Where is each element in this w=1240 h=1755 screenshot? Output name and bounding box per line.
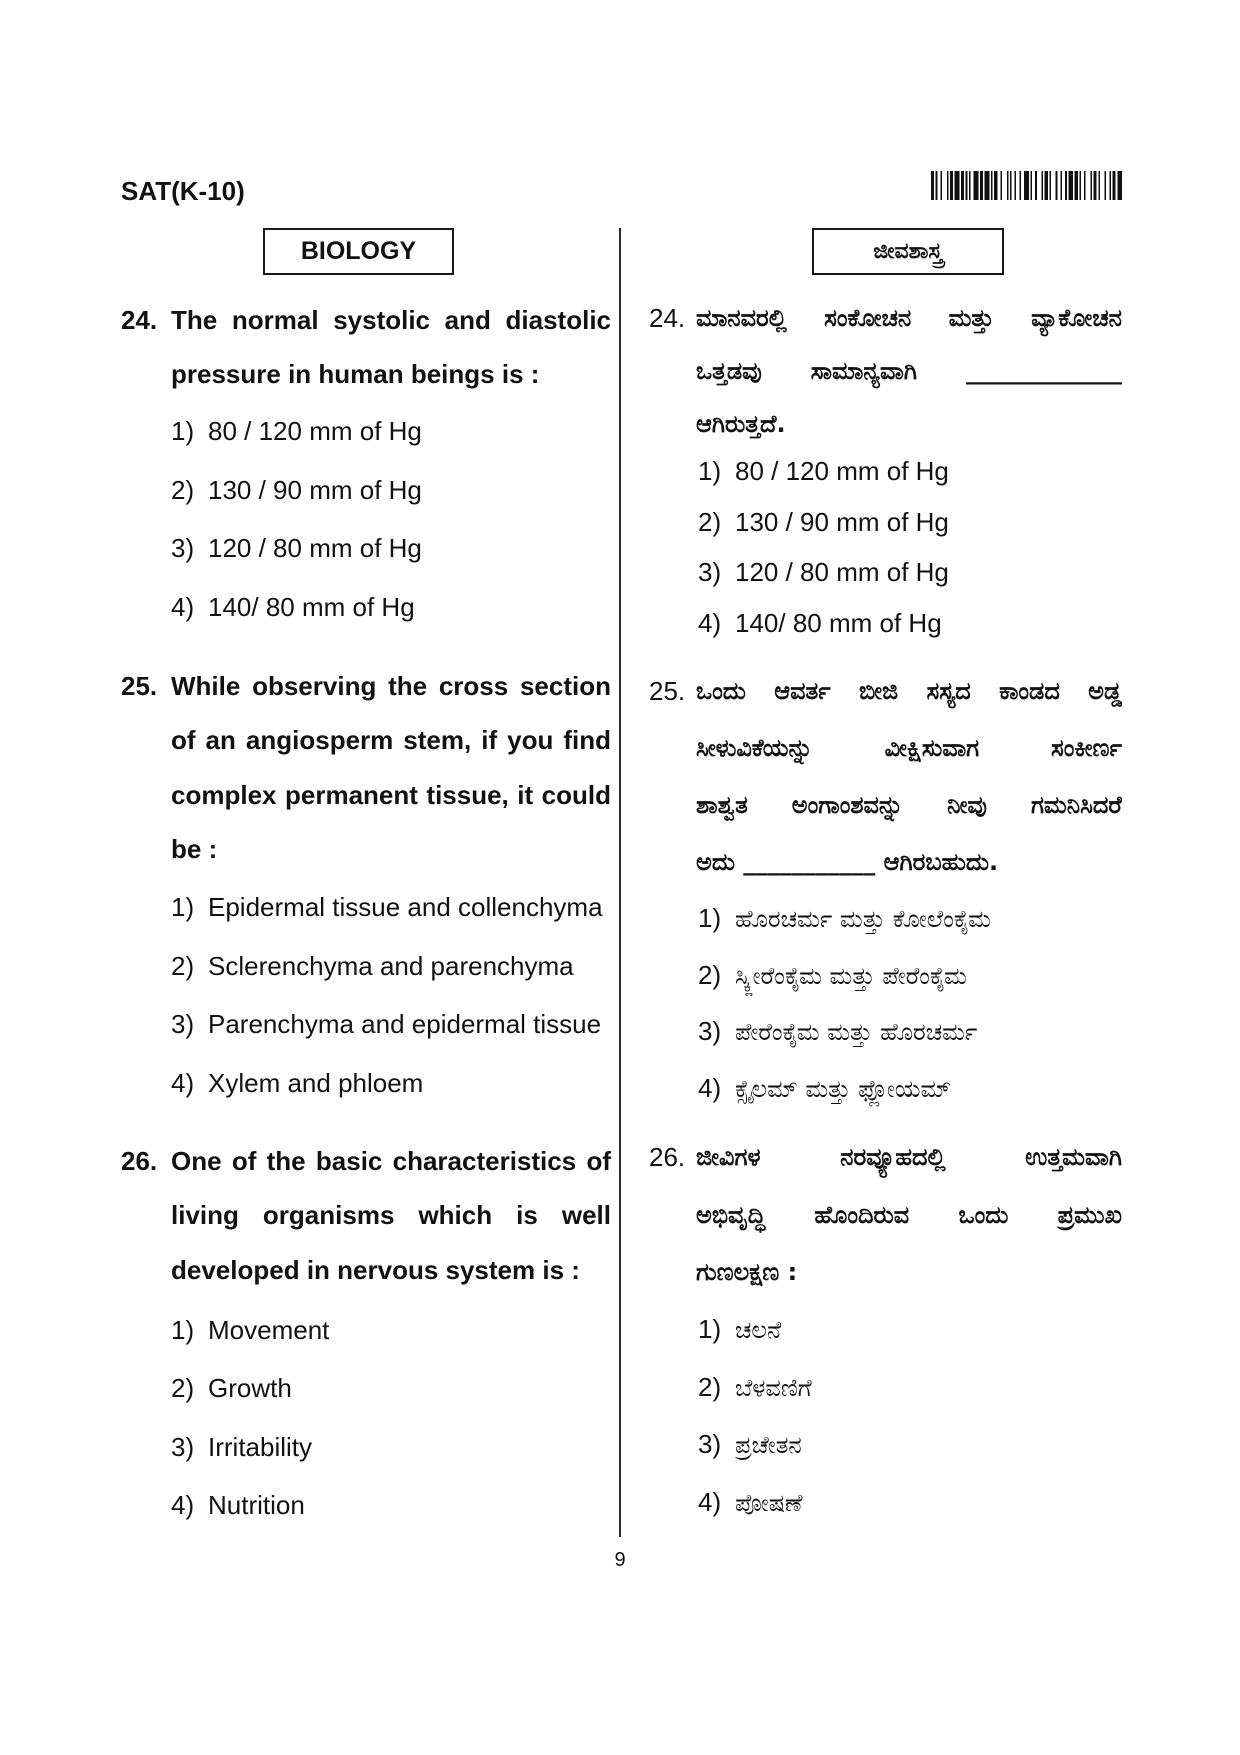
option-item — [698, 1301, 1122, 1359]
option-label: 3) — [698, 1429, 722, 1460]
question-number: 25. — [649, 676, 686, 706]
option-label: 2) — [698, 506, 722, 537]
barcode-bar — [974, 171, 979, 200]
option-label: 1) — [698, 903, 722, 933]
option-list — [171, 402, 611, 636]
option-item — [171, 578, 611, 637]
question-text-line: ಸೀಳುವಿಕೆಯನ್ನು ವೀಕ್ಷಿಸುವಾಗ ಸಂಕೀರ್ಣ — [696, 734, 1122, 762]
question-text-line: ಶಾಶ್ವತ ಅಂಗಾಂಶವನ್ನು ನೀವು ಗಮನಿಸಿದರೆ — [696, 791, 1122, 819]
barcode-bar — [1019, 171, 1021, 200]
barcode-bar — [1045, 171, 1048, 200]
option-text: Xylem and phloem — [208, 1067, 424, 1098]
option-label: 3) — [171, 533, 195, 564]
option-label: 2) — [698, 1371, 722, 1402]
option-item — [171, 995, 611, 1054]
question-text-line: ಮಾನವರಲ್ಲಿ ಸಂಕೋಚನ ಮತ್ತು ವ್ಯಾಕೋಚನ — [696, 304, 1122, 332]
question-text — [696, 292, 1122, 451]
barcode-bar — [940, 171, 942, 200]
barcode-bar — [936, 171, 938, 200]
option-item — [698, 547, 1122, 598]
option-text: 130 / 90 mm of Hg — [208, 474, 422, 505]
option-text: ಬೆಳವಣಿಗೆ — [735, 1373, 812, 1402]
option-text: 120 / 80 mm of Hg — [208, 533, 422, 564]
option-item — [698, 890, 1122, 947]
question-text-line: ಒಂದು ಆವರ್ತ ಬೀಜಿ ಸಸ್ಯದ ಕಾಂಡದ ಅಡ್ಡ — [696, 677, 1122, 705]
question-number: 26. — [121, 1146, 158, 1176]
question-text-line: ಗುಣಲಕ್ಷಣ : — [696, 1258, 798, 1286]
question-text-line: ಒತ್ತಡವು ಸಾಮಾನ್ಯವಾಗಿ _____________ — [696, 357, 1122, 385]
option-label: 3) — [698, 557, 722, 587]
option-item — [698, 497, 1122, 548]
option-label: 3) — [171, 1431, 195, 1462]
barcode-bar — [961, 171, 964, 200]
barcode-bar — [991, 171, 993, 200]
option-text: Growth — [208, 1373, 292, 1404]
option-text: 120 / 80 mm of Hg — [735, 557, 949, 587]
question-number: 25. — [121, 671, 158, 701]
option-text: ಪೇರೆಂಕೈಮ ಮತ್ತು ಹೊರಚರ್ಮ — [735, 1018, 978, 1047]
option-item — [171, 937, 611, 996]
option-text: ಹೊರಚರ್ಮ ಮತ್ತು ಕೋಲೆಂಕೈಮ — [735, 905, 991, 933]
barcode-bar — [1010, 171, 1012, 200]
barcode-bar — [1075, 171, 1078, 200]
barcode-bar — [1056, 171, 1058, 200]
option-text: ಪೋಷಣೆ — [735, 1489, 803, 1518]
option-label: 1) — [171, 1315, 195, 1345]
barcode-bar — [1007, 171, 1009, 200]
barcode-bar — [1079, 171, 1081, 200]
exam-code: SAT(K-10) — [121, 176, 245, 206]
option-label: 4) — [171, 591, 195, 622]
question-number: 24. — [649, 303, 686, 333]
option-text: Epidermal tissue and collenchyma — [208, 892, 603, 922]
option-list — [171, 878, 611, 1112]
option-item — [171, 878, 611, 937]
option-item — [171, 1359, 611, 1417]
option-list — [698, 890, 1122, 1117]
barcode-bar — [980, 171, 983, 200]
option-list — [698, 1301, 1122, 1532]
option-item — [171, 519, 611, 578]
barcode-bar — [1035, 171, 1037, 200]
page-number: 9 — [614, 1549, 626, 1571]
option-text: ಚಲನೆ — [735, 1316, 782, 1344]
option-text: Irritability — [208, 1431, 313, 1462]
option-text: 80 / 120 mm of Hg — [208, 416, 422, 446]
section-title-english-text: BIOLOGY — [300, 237, 417, 265]
option-item — [698, 947, 1122, 1004]
section-title-english — [263, 228, 454, 275]
barcode-bar — [1117, 171, 1122, 200]
option-text: Parenchyma and epidermal tissue — [208, 1009, 602, 1040]
barcode-bar — [1015, 171, 1017, 200]
option-text: 130 / 90 mm of Hg — [735, 506, 949, 537]
option-label: 4) — [698, 1487, 722, 1518]
barcode-bar — [1000, 171, 1002, 200]
barcode-bar — [1065, 171, 1067, 200]
barcode-bar — [1041, 171, 1043, 200]
question-number: 26. — [649, 1142, 686, 1172]
option-list — [171, 1301, 611, 1535]
barcode-bar — [931, 171, 934, 200]
option-text: ಸ್ಕ್ಲೀರೆಂಕೈಮ ಮತ್ತು ಪೇರೆಂಕೈಮ — [735, 961, 968, 990]
option-list — [698, 446, 1122, 648]
barcode-bar — [1113, 171, 1116, 200]
option-item — [698, 1416, 1122, 1474]
question-text: While observing the cross section of an angiosperm stem, if you find complex permanent tissue, it could be : — [171, 671, 611, 865]
option-text: Nutrition — [208, 1490, 305, 1521]
question-text — [696, 1129, 1122, 1302]
question-text-line: ಅಭಿವೃದ್ಧಿ ಹೊಂದಿರುವ ಒಂದು ಪ್ರಮುಖ — [696, 1200, 1122, 1229]
option-item — [171, 1301, 611, 1359]
barcode-bar — [955, 171, 960, 200]
option-item — [698, 1060, 1122, 1117]
barcode-bar — [1060, 171, 1062, 200]
barcode-bar — [1068, 171, 1073, 200]
barcode-bar — [1084, 171, 1086, 200]
option-label: 3) — [171, 1009, 195, 1040]
option-label: 1) — [171, 416, 195, 446]
column-divider — [619, 228, 621, 1537]
question-number: 24. — [121, 305, 158, 335]
option-item — [171, 1054, 611, 1113]
option-text: ಕ್ಸೈಲಮ್ ಮತ್ತು ಫ್ಲೋಯಮ್ — [735, 1075, 952, 1104]
barcode-bar — [985, 171, 990, 200]
option-label: 2) — [171, 950, 195, 981]
section-title-kannada — [812, 228, 1004, 275]
option-label: 1) — [698, 1314, 722, 1344]
option-text: Movement — [208, 1315, 330, 1345]
option-label: 1) — [698, 456, 722, 486]
barcode-bar — [1098, 171, 1100, 200]
option-item — [698, 1359, 1122, 1417]
option-text: 140/ 80 mm of Hg — [735, 607, 942, 638]
option-text: ಪ್ರಚೇತನ — [735, 1431, 802, 1460]
barcode-bar — [1030, 171, 1032, 200]
option-text: 80 / 120 mm of Hg — [735, 456, 949, 486]
option-item — [171, 1418, 611, 1476]
option-label: 4) — [698, 607, 722, 638]
option-label: 4) — [698, 1073, 722, 1104]
barcode-bar — [1049, 171, 1051, 200]
question-text-line: ಆಗಿರುತ್ತದೆ. — [696, 410, 786, 438]
option-item — [698, 1003, 1122, 1060]
barcode-bar — [1094, 171, 1097, 200]
option-text: 140/ 80 mm of Hg — [208, 591, 415, 622]
option-label: 3) — [698, 1016, 722, 1047]
option-label: 2) — [171, 1373, 195, 1404]
barcode-bar — [1024, 171, 1029, 200]
question-text: One of the basic characteristics of living organisms which is well developed in nervous system is : — [171, 1146, 611, 1285]
question-text-line: ಅದು ___________ ಆಗಿರಬಹುದು. — [696, 848, 999, 876]
barcode-bar — [966, 171, 968, 200]
barcode-bar — [969, 171, 971, 200]
section-title-kannada-text: ಜೀವಶಾಸ್ತ್ರ — [873, 239, 943, 264]
option-label: 1) — [171, 892, 195, 922]
option-label: 2) — [171, 474, 195, 505]
option-item — [171, 1476, 611, 1534]
barcode — [931, 171, 1122, 200]
option-item — [698, 598, 1122, 649]
option-text: Sclerenchyma and parenchyma — [208, 950, 574, 981]
option-item — [171, 402, 611, 461]
option-item — [171, 461, 611, 520]
option-label: 2) — [698, 959, 722, 990]
barcode-bar — [947, 171, 949, 200]
option-label: 4) — [171, 1490, 195, 1521]
barcode-bar — [994, 171, 997, 200]
question-text-line: ಜೀವಿಗಳ ನರವ್ಯೂಹದಲ್ಲಿ ಉತ್ತಮವಾಗಿ — [696, 1143, 1122, 1171]
barcode-bar — [1090, 171, 1092, 200]
barcode-bar — [1109, 171, 1111, 200]
barcode-bar — [1105, 171, 1107, 200]
question-text — [696, 663, 1122, 891]
option-label: 4) — [171, 1067, 195, 1098]
barcode-bar — [950, 171, 953, 200]
option-item — [698, 446, 1122, 497]
option-item — [698, 1474, 1122, 1532]
question-text: The normal systolic and diastolic pressure in human beings is : — [171, 305, 611, 390]
